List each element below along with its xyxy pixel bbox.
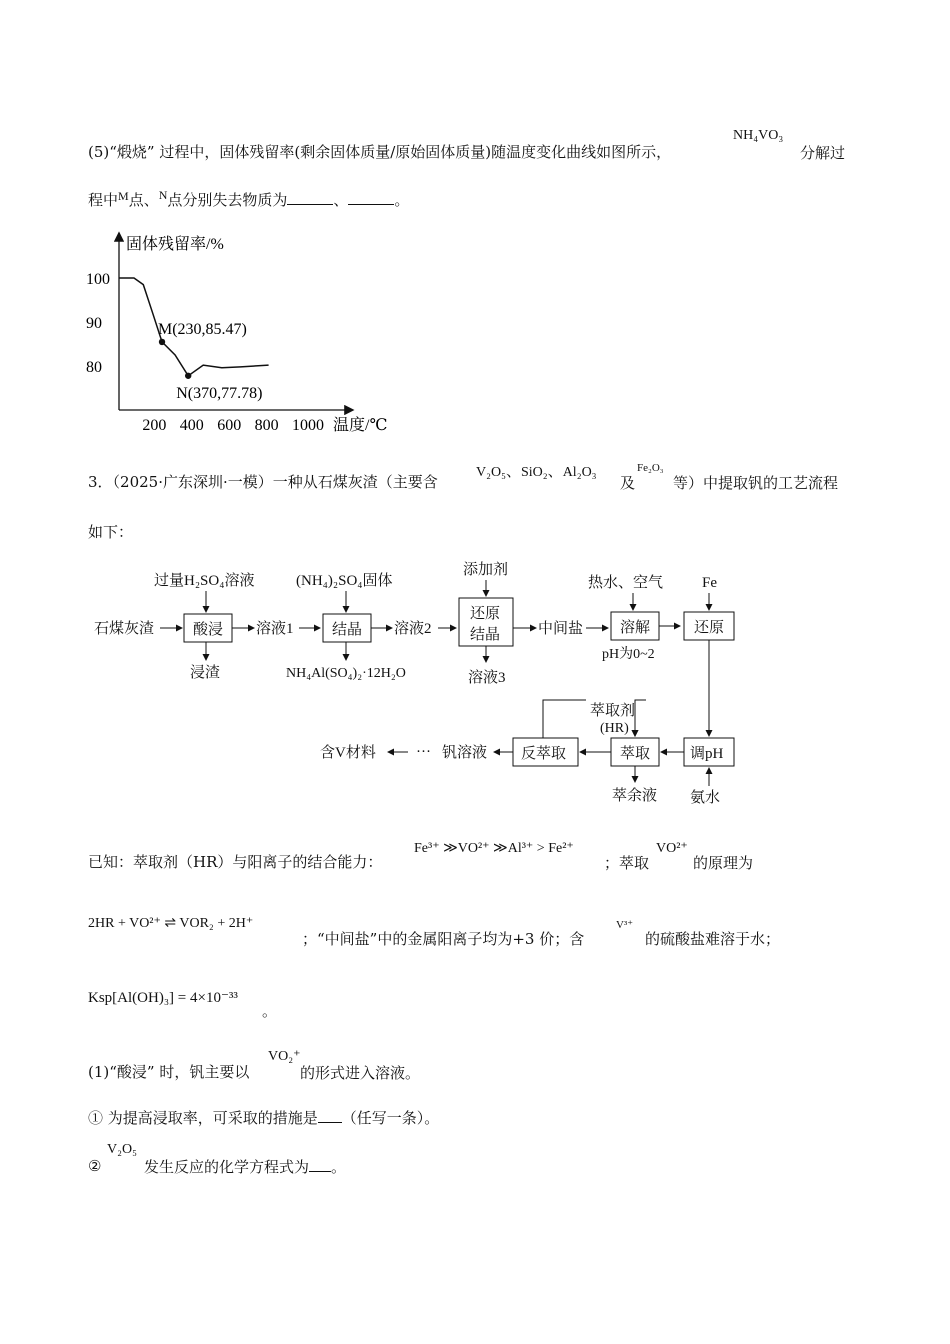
q1-sub2: ②	[88, 1157, 102, 1175]
hot-water-air: 热水、空气	[588, 575, 664, 591]
tga-chart	[80, 228, 420, 438]
q5-formula: NH₄VO₃	[733, 128, 784, 143]
answer-blank-equation[interactable]	[309, 1157, 331, 1172]
q5-suffix: 分解过	[800, 144, 846, 162]
q3-source: （2025·广东深圳·一模）一种从石煤灰渣（主要含	[112, 473, 438, 491]
svg-text:反萃取: 反萃取	[521, 746, 567, 762]
point-n-annotation: N(370,77.78)	[176, 384, 263, 402]
y-axis-label: 固体残留率/%	[126, 236, 224, 253]
x-tick-label: 800	[254, 417, 279, 434]
point-m-annotation: M(230,85.47)	[158, 320, 247, 338]
point-n-marker	[185, 373, 191, 379]
reagent-h2so4: 过量H₂SO₄溶液	[154, 573, 255, 589]
extractant-hr: (HR)	[600, 721, 629, 736]
q3-line1	[88, 472, 438, 492]
vanadium-solution: 钒溶液	[442, 745, 488, 761]
svg-text:还原: 还原	[470, 606, 501, 622]
svg-text:结晶: 结晶	[332, 622, 363, 638]
v2o5-formula: V₂O₅	[107, 1142, 137, 1157]
q5-text: (5)“煅烧” 过程中，固体残留率(剩余固体质量/原始固体质量)随温度变化曲线如图所示，	[88, 143, 672, 161]
process-flowchart	[88, 560, 768, 810]
x-axis-label: 温度/℃	[333, 417, 388, 434]
q3-line2: 如下：	[88, 523, 134, 541]
q5-line2: 程中$^M$点、$^N$点分别失去物质为 、 。	[88, 188, 410, 209]
intermediate-salt: 中间盐	[538, 621, 584, 637]
ph-note: pH为0~2	[602, 647, 655, 662]
solution-1: 溶液1	[256, 621, 294, 637]
reagent-nh4so4: (NH₄)₂SO₄固体	[296, 573, 393, 589]
y-tick-label: 100	[86, 271, 110, 288]
solution-3: 溶液3	[468, 670, 506, 686]
reagent-fe: Fe	[702, 575, 717, 591]
leach-residue: 浸渣	[190, 665, 221, 681]
additive: 添加剂	[463, 562, 509, 578]
q5-line1	[88, 142, 671, 162]
svg-text:还原: 还原	[694, 620, 725, 636]
ammonia-water: 氨水	[690, 790, 721, 806]
question-number: 3．	[88, 473, 113, 491]
known-line1: 已知：萃取剂（HR）与阳离子的结合能力：	[88, 853, 383, 871]
svg-text:调pH: 调pH	[690, 746, 724, 762]
raffinate: 萃余液	[612, 788, 658, 804]
x-tick-label: 600	[217, 417, 242, 434]
fe2o3-formula: Fe₂O₃	[637, 462, 664, 474]
svg-text:酸浸: 酸浸	[193, 622, 224, 638]
v-material: 含V材料	[320, 745, 376, 761]
solution-2: 溶液2	[394, 621, 432, 637]
ksp-expression: Ksp[Al(OH)₃] = 4×10⁻³³	[88, 990, 238, 1006]
y-tick-label: 90	[86, 315, 102, 332]
answer-blank-m[interactable]	[287, 190, 333, 205]
x-tick-label: 200	[142, 417, 167, 434]
answer-blank-n[interactable]	[348, 190, 394, 205]
q3-formulas: V₂O₅、SiO₂、Al₂O₃	[476, 462, 597, 480]
svg-text:萃取: 萃取	[620, 746, 651, 762]
x-tick-label: 1000	[292, 417, 324, 434]
binding-order: Fe³⁺ ≫VO²⁺ ≫Al³⁺ > Fe²⁺	[414, 841, 574, 856]
x-tick-label: 400	[179, 417, 204, 434]
point-n-label: N	[158, 188, 168, 202]
vo2-ion: VO₂⁺	[268, 1049, 301, 1064]
point-m-label: M	[118, 189, 129, 203]
answer-blank-measure[interactable]	[318, 1108, 342, 1123]
svg-text:结晶: 结晶	[470, 627, 501, 643]
q1-line: (1)“酸浸” 时，钒主要以	[88, 1063, 250, 1081]
point-m-marker	[159, 339, 165, 345]
alum-product: NH₄Al(SO₄)₂·12H₂O	[286, 666, 406, 681]
extraction-equation: 2HR + VO²⁺ ⇌ VOR₂ + 2H⁺	[88, 916, 254, 931]
ellipsis: ···	[416, 744, 431, 760]
q1-sub1: ① 为提高浸取率，可采取的措施是 （任写一条）。	[88, 1109, 440, 1127]
extractant: 萃取剂	[590, 703, 636, 719]
raw-material: 石煤灰渣	[94, 621, 155, 637]
svg-text:溶解: 溶解	[620, 620, 651, 636]
y-tick-label: 80	[86, 359, 102, 376]
